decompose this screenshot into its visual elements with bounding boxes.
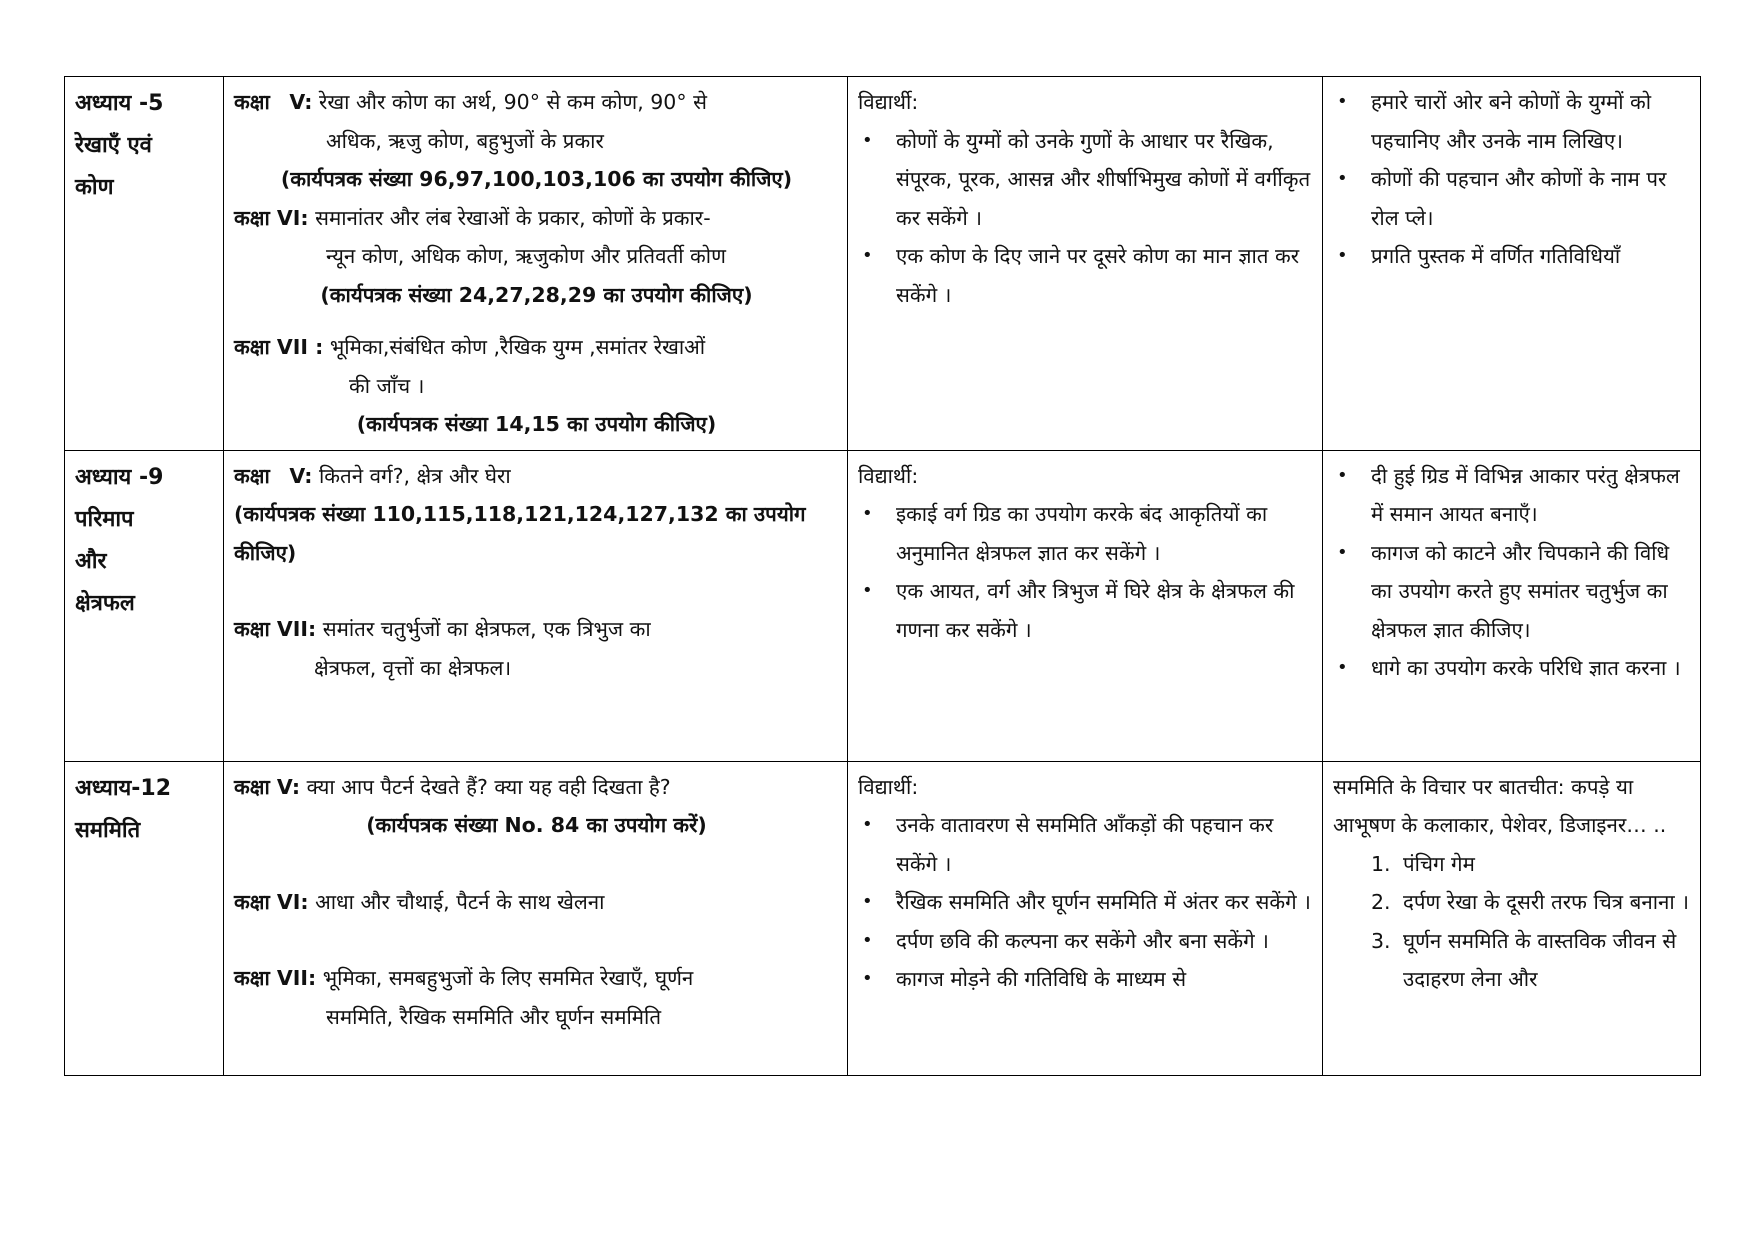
content-line: सममिति, रैखिक सममिति और घूर्णन सममिति bbox=[326, 1004, 662, 1029]
chapter-title: परिमाप bbox=[75, 506, 134, 532]
content-line: कक्षा VII: भूमिका, समबहुभुजों के लिए सममित रेखाएँ, घूर्णन bbox=[234, 966, 694, 990]
chapter-title: अध्याय-12 bbox=[75, 775, 172, 801]
content-line: क्षेत्रफल, वृत्तों का क्षेत्रफल। bbox=[314, 655, 512, 680]
content-line: न्यून कोण, अधिक कोण, ऋजुकोण और प्रतिवर्ती कोण bbox=[326, 244, 726, 268]
content-line: कक्षा VI: आधा और चौथाई, पैटर्न के साथ खेलना bbox=[234, 889, 605, 914]
list-item: 2. दर्पण रेखा के दूसरी तरफ चित्र बनाना । bbox=[1371, 890, 1689, 914]
list-item: • हमारे चारों ओर बने कोणों के युग्मों को पहचानिए और उनके नाम लिखिए। bbox=[1333, 83, 1692, 160]
lesson-plan-table bbox=[64, 76, 1701, 1076]
list-item: • कोणों की पहचान और कोणों के नाम पर रोल प्ले। bbox=[1333, 160, 1692, 237]
worksheet-ref: (कार्यपत्रक संख्या 24,27,28,29 का उपयोग कीजिए) bbox=[320, 282, 753, 307]
content-line: कक्षा VII: समांतर चतुर्भुजों का क्षेत्रफल, एक त्रिभुज का bbox=[234, 617, 651, 641]
list-item: • एक आयत, वर्ग और त्रिभुज में घिरे क्षेत्र के क्षेत्रफल की गणना कर सकेंगे । bbox=[858, 572, 1314, 649]
chapter-cell bbox=[65, 450, 224, 761]
list-item: • कागज को काटने और चिपकाने की विधि का उपयोग करते हुए समांतर चतुर्भुज का क्षेत्रफल ज्ञात कीजिए। bbox=[1333, 534, 1692, 650]
outcomes-cell bbox=[848, 761, 1323, 1075]
content-line: कक्षा V: रेखा और कोण का अर्थ, 90° से कम कोण, 90° से bbox=[234, 90, 707, 114]
chapter-cell bbox=[65, 761, 224, 1075]
content-cell bbox=[224, 77, 848, 451]
chapter-title: और bbox=[75, 548, 107, 574]
worksheet-ref: (कार्यपत्रक संख्या No. 84 का उपयोग करें) bbox=[366, 813, 707, 837]
list-item: • प्रगति पुस्तक में वर्णित गतिविधियाँ bbox=[1333, 237, 1692, 276]
content-line: अधिक, ऋजु कोण, बहुभुजों के प्रकार bbox=[326, 128, 604, 153]
activities-cell bbox=[1323, 761, 1701, 1075]
list-item: 1. पंचिग गेम bbox=[1371, 851, 1475, 876]
list-item: • इकाई वर्ग ग्रिड का उपयोग करके बंद आकृतियों का अनुमानित क्षेत्रफल ज्ञात कर सकेंगे । bbox=[858, 495, 1314, 572]
chapter-title: क्षेत्रफल bbox=[75, 590, 135, 616]
table-row bbox=[65, 761, 1701, 1075]
list-item: • धागे का उपयोग करके परिधि ज्ञात करना । bbox=[1333, 649, 1692, 688]
chapter-title: अध्याय -9 bbox=[75, 464, 164, 490]
outcomes-cell bbox=[848, 450, 1323, 761]
list-item: • दी हुई ग्रिड में विभिन्न आकार परंतु क्षेत्रफल में समान आयत बनाएँ। bbox=[1333, 457, 1692, 534]
activities-list bbox=[1333, 83, 1692, 276]
list-item: • एक कोण के दिए जाने पर दूसरे कोण का मान ज्ञात कर सकेंगे । bbox=[858, 237, 1314, 314]
worksheet-ref: (कार्यपत्रक संख्या 14,15 का उपयोग कीजिए) bbox=[356, 412, 717, 436]
list-item: • दर्पण छवि की कल्पना कर सकेंगे और बना सकेंगे । bbox=[858, 922, 1314, 961]
table-row bbox=[65, 77, 1701, 451]
chapter-cell bbox=[65, 77, 224, 451]
table-row bbox=[65, 450, 1701, 761]
content-line: कक्षा VI: समानांतर और लंब रेखाओं के प्रकार, कोणों के प्रकार- bbox=[234, 205, 711, 230]
outcomes-header: विद्यार्थी: bbox=[858, 774, 919, 799]
outcomes-list bbox=[858, 122, 1314, 315]
list-item: • उनके वातावरण से सममिति आँकड़ों की पहचान कर सकेंगे । bbox=[858, 806, 1314, 883]
outcomes-cell bbox=[848, 77, 1323, 451]
content-cell bbox=[224, 450, 848, 761]
content-line: की जाँच । bbox=[349, 373, 425, 398]
activities-cell bbox=[1323, 77, 1701, 451]
outcomes-header: विद्यार्थी: bbox=[858, 90, 919, 114]
outcomes-list bbox=[858, 495, 1314, 649]
activities-intro: सममिति के विचार पर बातचीत: कपड़े या आभूषण के कलाकार, पेशेवर, डिजाइनर… .. bbox=[1333, 774, 1667, 837]
list-item: • रैखिक सममिति और घूर्णन सममिति में अंतर कर सकेंगे । bbox=[858, 883, 1314, 922]
content-cell bbox=[224, 761, 848, 1075]
content-line: कक्षा VII : भूमिका,संबंधित कोण ,रैखिक युग्म ,समांतर रेखाओं bbox=[234, 335, 706, 359]
activities-numbered-list bbox=[1333, 845, 1692, 999]
chapter-title: अध्याय -5 bbox=[75, 91, 164, 116]
outcomes-header: विद्यार्थी: bbox=[858, 463, 919, 488]
chapter-title: कोण bbox=[75, 175, 114, 200]
list-item: 3. घूर्णन सममिति के वास्तविक जीवन से उदाहरण लेना और bbox=[1371, 928, 1677, 991]
chapter-title: रेखाएँ एवं bbox=[75, 133, 152, 158]
content-line: कक्षा V: क्या आप पैटर्न देखते हैं? क्या यह वही दिखता है? bbox=[234, 774, 671, 799]
list-item: • कागज मोड़ने की गतिविधि के माध्यम से bbox=[858, 960, 1314, 999]
outcomes-list bbox=[858, 806, 1314, 999]
chapter-title: सममिति bbox=[75, 817, 141, 843]
content-line: कक्षा V: कितने वर्ग?, क्षेत्र और घेरा bbox=[234, 463, 511, 488]
worksheet-ref: (कार्यपत्रक संख्या 110,115,118,121,124,127,132 का उपयोग कीजिए) bbox=[234, 502, 806, 565]
worksheet-ref: (कार्यपत्रक संख्या 96,97,100,103,106 का उपयोग कीजिए) bbox=[280, 167, 793, 191]
activities-list bbox=[1333, 457, 1692, 688]
list-item: • कोणों के युग्मों को उनके गुणों के आधार पर रैखिक, संपूरक, पूरक, आसन्न और शीर्षाभिमुख कोणों में वर्गीकृत कर सकेंगे । bbox=[858, 122, 1314, 238]
activities-cell bbox=[1323, 450, 1701, 761]
